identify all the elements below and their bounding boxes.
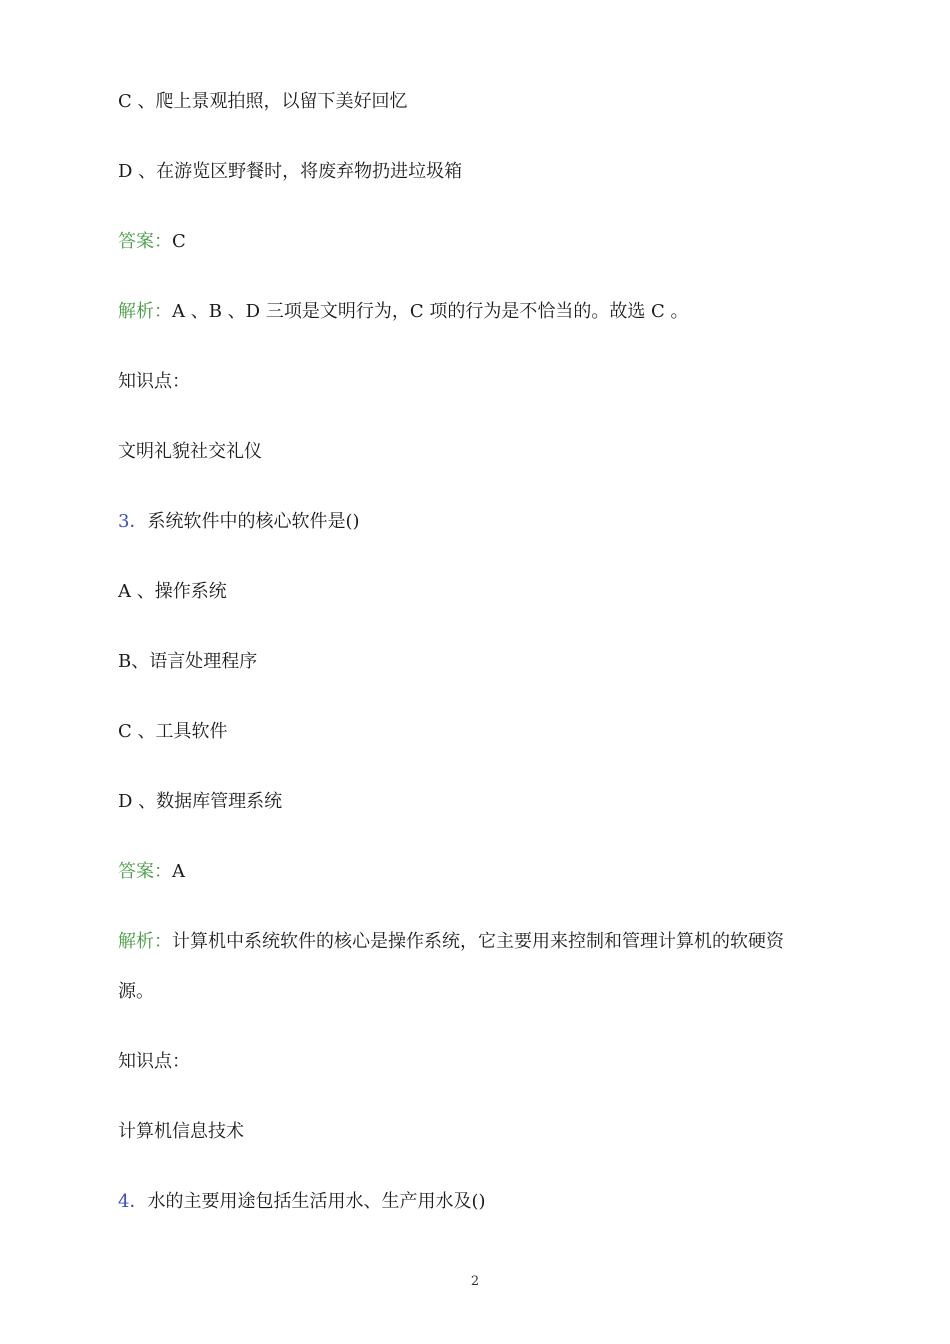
q2-answer bbox=[118, 230, 186, 254]
q3-option-d: D 、数据库管理系统 bbox=[118, 791, 283, 812]
q3-option-c: C 、工具软件 bbox=[118, 721, 228, 742]
question-text: 系统软件中的核心软件是() bbox=[147, 511, 360, 532]
q2-option-c: C 、爬上景观拍照，以留下美好回忆 bbox=[118, 91, 408, 112]
q3-answer bbox=[118, 860, 185, 884]
analysis-label: 解析： bbox=[118, 931, 172, 952]
answer-label: 答案： bbox=[118, 861, 172, 882]
question-number: 3． bbox=[118, 511, 148, 532]
analysis-text: A 、B 、D 三项是文明行为，C 项的行为是不恰当的。故选 C 。 bbox=[172, 301, 689, 322]
q3-analysis-line2: 源。 bbox=[118, 981, 154, 1002]
q3-knowledge-value: 计算机信息技术 bbox=[118, 1121, 244, 1142]
q3-option-b: B、语言处理程序 bbox=[118, 651, 258, 672]
q2-analysis bbox=[118, 300, 689, 324]
answer-label: 答案： bbox=[118, 231, 172, 252]
answer-value: A bbox=[172, 861, 185, 882]
answer-value: C bbox=[172, 231, 186, 252]
q2-option-d: D 、在游览区野餐时，将废弃物扔进垃圾箱 bbox=[118, 161, 463, 182]
page-number: 2 bbox=[470, 1274, 480, 1289]
q4-question bbox=[118, 1190, 486, 1214]
question-text: 水的主要用途包括生活用水、生产用水及() bbox=[147, 1191, 486, 1212]
analysis-text: 计算机中系统软件的核心是操作系统，它主要用来控制和管理计算机的软硬资 bbox=[172, 931, 784, 952]
q2-knowledge-label: 知识点： bbox=[118, 371, 190, 392]
q3-question bbox=[118, 510, 360, 534]
q2-knowledge-value: 文明礼貌社交礼仪 bbox=[118, 441, 262, 462]
question-number: 4． bbox=[118, 1191, 148, 1212]
q3-option-a: A 、操作系统 bbox=[118, 581, 227, 602]
q3-knowledge-label: 知识点： bbox=[118, 1051, 190, 1072]
analysis-label: 解析： bbox=[118, 301, 172, 322]
q3-analysis-line1 bbox=[118, 930, 784, 954]
